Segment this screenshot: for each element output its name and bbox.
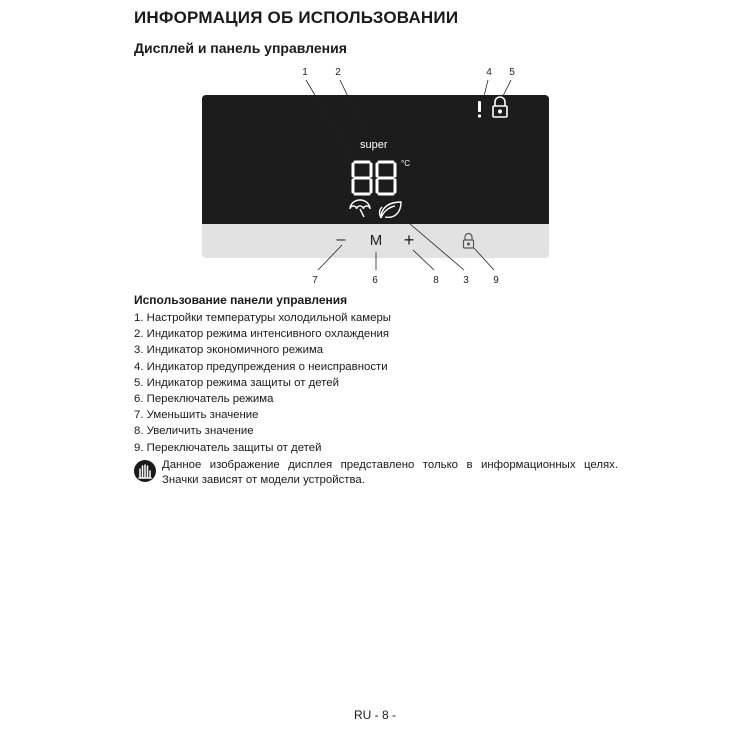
umbrella-icon bbox=[350, 200, 370, 217]
alert-icon bbox=[478, 101, 481, 118]
callout-5: 5 bbox=[509, 67, 515, 78]
section-title: Дисплей и панель управления bbox=[134, 40, 347, 56]
callout-6: 6 bbox=[372, 275, 378, 286]
list-item: 3. Индикатор экономичного режима bbox=[134, 344, 324, 357]
callout-9: 9 bbox=[493, 275, 499, 286]
leader-5 bbox=[503, 80, 511, 96]
legend-list bbox=[134, 310, 391, 456]
list-item: 8. Увеличить значение bbox=[134, 425, 254, 438]
callout-3: 3 bbox=[463, 275, 469, 286]
minus-button[interactable]: – bbox=[336, 231, 346, 248]
plus-button[interactable]: + bbox=[403, 230, 415, 250]
lock-icon bbox=[493, 97, 507, 117]
panel-lock-icon bbox=[464, 234, 474, 249]
usage-heading: Использование панели управления bbox=[134, 293, 348, 307]
callout-7: 7 bbox=[312, 275, 318, 286]
page-title: ИНФОРМАЦИЯ ОБ ИСПОЛЬЗОВАНИИ bbox=[134, 8, 459, 27]
super-indicator: super bbox=[360, 139, 388, 151]
leader-8 bbox=[413, 250, 434, 270]
callout-1: 1 bbox=[302, 67, 308, 78]
list-item: 9. Переключатель защиты от детей bbox=[134, 441, 322, 454]
list-item: 7. Уменьшить значение bbox=[134, 409, 259, 422]
leader-7 bbox=[318, 245, 342, 270]
note-text: Данное изображение дисплея представлено только в информационных целях. Значки зависят от модели устройства. bbox=[162, 459, 618, 486]
leader-3 bbox=[396, 212, 464, 270]
leader-2 bbox=[340, 80, 368, 138]
callout-4: 4 bbox=[486, 67, 492, 78]
leaf-icon bbox=[380, 202, 401, 218]
page-number: RU - 8 - bbox=[354, 708, 396, 722]
leader-4 bbox=[484, 80, 488, 96]
leader-9 bbox=[474, 248, 494, 270]
leader-1 bbox=[306, 80, 352, 158]
list-item: 1. Настройки температуры холодильной камеры bbox=[134, 312, 391, 324]
callout-2: 2 bbox=[335, 67, 341, 78]
list-item: 4. Индикатор предупреждения о неисправности bbox=[134, 360, 388, 373]
list-item: 6. Переключатель режима bbox=[134, 393, 274, 406]
mode-button[interactable]: M bbox=[369, 232, 383, 249]
temperature-digits bbox=[353, 162, 395, 194]
callout-8: 8 bbox=[433, 275, 439, 286]
list-item: 5. Индикатор режима защиты от детей bbox=[134, 376, 339, 389]
list-item: 2. Индикатор режима интенсивного охлаждения bbox=[134, 328, 390, 341]
hand-icon bbox=[134, 460, 156, 482]
celsius-unit: °C bbox=[401, 159, 410, 168]
